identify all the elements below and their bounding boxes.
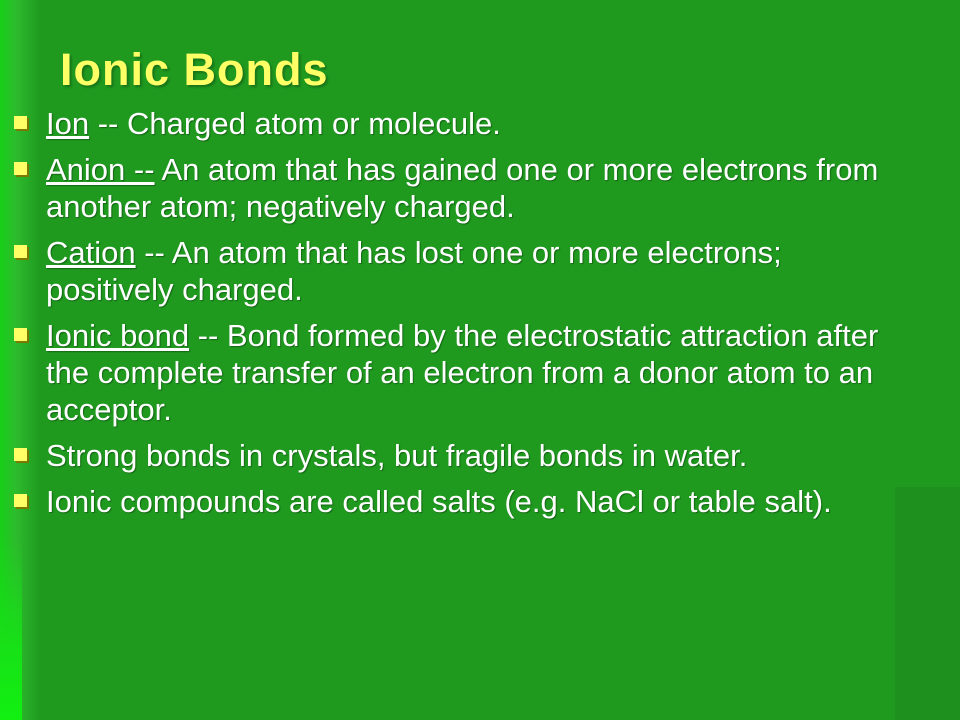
bullet-term: Anion -- — [46, 152, 155, 187]
slide-title: Ionic Bonds — [60, 44, 329, 95]
bullet-item-ion — [14, 105, 914, 142]
square-bullet-icon — [14, 494, 27, 507]
bullet-text: -- Bond formed by the electrostatic attraction after the complete transfer of an electron from a donor atom to an acceptor. — [46, 318, 879, 427]
bullet-item-anion — [14, 151, 914, 225]
square-bullet-icon — [14, 116, 27, 129]
square-bullet-icon — [14, 162, 27, 175]
bullet-text: Strong bonds in crystals, but fragile bonds in water. — [46, 438, 748, 473]
left-edge-glow — [0, 540, 22, 720]
bullet-term: Cation — [46, 235, 136, 270]
bullet-text: -- An atom that has lost one or more electrons; positively charged. — [46, 235, 782, 307]
bullet-term: Ionic bond — [46, 318, 190, 353]
square-bullet-icon — [14, 245, 27, 258]
square-bullet-icon — [14, 328, 27, 341]
square-bullet-icon — [14, 448, 27, 461]
bullet-list — [14, 105, 914, 529]
bullet-text: An atom that has gained one or more electrons from another atom; negatively charged. — [46, 152, 879, 224]
bullet-item-strength — [14, 437, 914, 474]
bullet-item-cation — [14, 234, 914, 308]
bullet-item-salts — [14, 483, 914, 520]
bullet-item-ionic-bond — [14, 317, 914, 428]
bullet-text: -- Charged atom or molecule. — [89, 106, 501, 141]
bullet-text: Ionic compounds are called salts (e.g. NaCl or table salt). — [46, 484, 832, 519]
bullet-term: Ion — [46, 106, 90, 141]
